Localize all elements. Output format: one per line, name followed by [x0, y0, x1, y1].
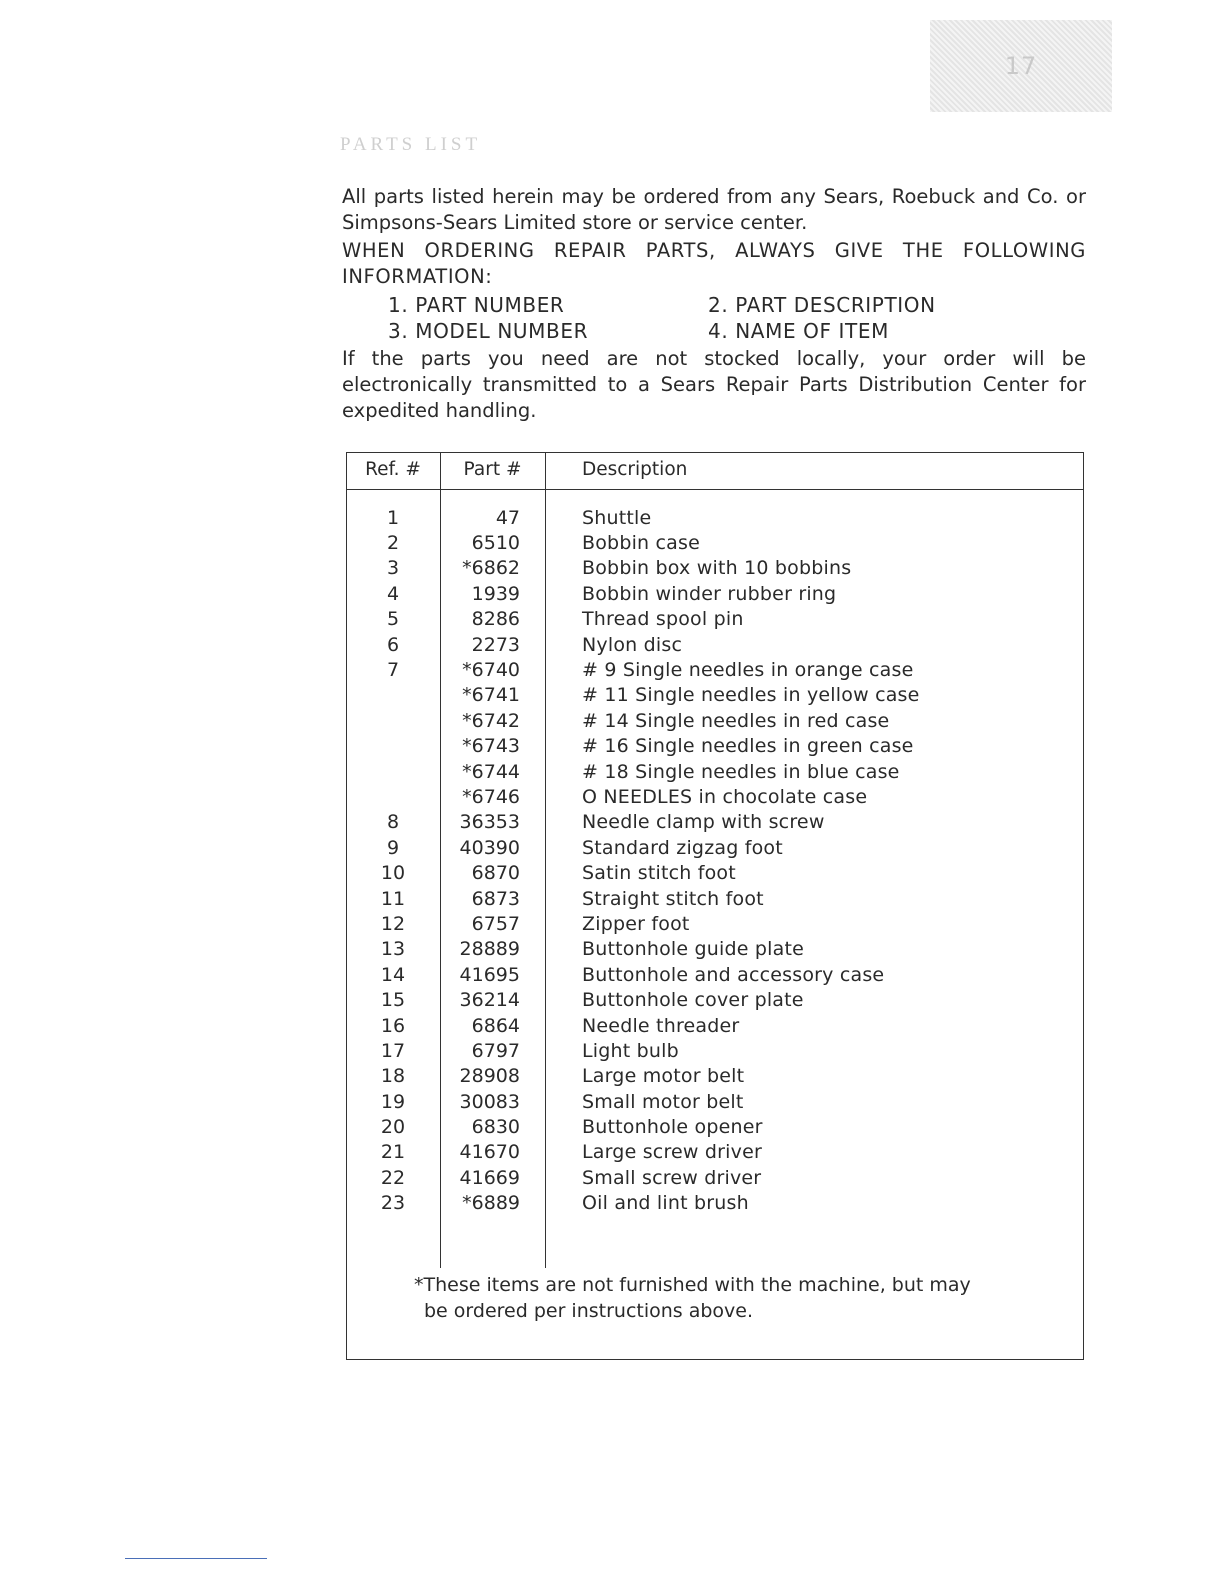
table-row	[346, 632, 1084, 657]
info-items-list	[388, 292, 1028, 344]
part-number-cell: 47	[495, 506, 520, 529]
description-cell: Buttonhole cover plate	[582, 989, 804, 1012]
description-cell: # 9 Single needles in orange case	[582, 659, 914, 682]
part-number-cell: 6510	[471, 532, 520, 555]
ref-cell: 18	[380, 1065, 406, 1088]
description-cell: Standard zigzag foot	[582, 836, 783, 859]
ref-cell: 12	[380, 912, 406, 935]
stock-note: If the parts you need are not stocked locally, your order will be electronically transmitted to a Sears Repair Parts Distribution Center for expedited handling.	[342, 347, 1086, 422]
ref-cell: 6	[386, 633, 400, 656]
part-number-cell: *6741	[462, 684, 520, 707]
description-cell: Nylon disc	[582, 633, 683, 656]
table-row	[346, 1089, 1084, 1114]
table-row	[346, 1114, 1084, 1139]
part-number-cell: *6740	[462, 659, 520, 682]
description-cell: # 16 Single needles in green case	[582, 735, 914, 758]
ref-cell: 20	[380, 1116, 406, 1139]
ref-cell: 17	[380, 1039, 406, 1062]
table-row	[346, 556, 1084, 581]
part-number-cell: *6862	[462, 557, 520, 580]
description-cell: Needle threader	[582, 1014, 740, 1037]
table-row	[346, 759, 1084, 784]
description-cell: Zipper foot	[582, 912, 690, 935]
table-header-rule	[346, 489, 1084, 490]
footnote-line: *These items are not furnished with the machine, but may	[414, 1274, 971, 1296]
part-number-cell: 36214	[459, 989, 520, 1012]
part-number-cell: 41695	[459, 963, 520, 986]
info-item: 3. MODEL NUMBER	[388, 319, 589, 343]
table-row	[346, 911, 1084, 936]
ref-cell: 10	[380, 862, 406, 885]
description-cell: Buttonhole opener	[582, 1116, 763, 1139]
part-number-cell: 36353	[459, 811, 520, 834]
description-cell: Light bulb	[582, 1039, 679, 1062]
ref-cell: 3	[386, 557, 400, 580]
ref-cell: 4	[386, 582, 400, 605]
table-row	[346, 1038, 1084, 1063]
description-cell: Needle clamp with screw	[582, 811, 825, 834]
info-item: 4. NAME OF ITEM	[708, 319, 889, 343]
table-row	[346, 530, 1084, 555]
part-number-cell: 8286	[471, 608, 520, 631]
part-number-cell: 6797	[471, 1039, 520, 1062]
ref-cell: 16	[380, 1014, 406, 1037]
table-row	[346, 784, 1084, 809]
description-cell: # 14 Single needles in red case	[582, 709, 890, 732]
table-row	[346, 1191, 1084, 1216]
part-number-cell: 6757	[471, 912, 520, 935]
ref-cell: 8	[386, 811, 400, 834]
description-cell: Straight stitch foot	[582, 887, 764, 910]
footnote-line: be ordered per instructions above.	[424, 1300, 754, 1322]
table-row	[346, 860, 1084, 885]
table-row	[346, 708, 1084, 733]
part-number-cell: 28908	[459, 1065, 520, 1088]
description-cell: O NEEDLES in chocolate case	[582, 785, 868, 808]
table-row	[346, 581, 1084, 606]
table-row	[346, 505, 1084, 530]
description-cell: Large screw driver	[582, 1141, 762, 1164]
ref-cell: 15	[380, 989, 406, 1012]
part-number-cell: 6870	[471, 862, 520, 885]
description-cell: Large motor belt	[582, 1065, 745, 1088]
part-number-cell: 28889	[459, 938, 520, 961]
page-number: 17	[930, 20, 1112, 112]
intro-paragraph: All parts listed herein may be ordered from any Sears, Roebuck and Co. or Simpsons-Sears Limited store or service center.	[342, 185, 1086, 234]
ref-cell: 21	[380, 1141, 406, 1164]
page-edge-rule	[125, 1558, 267, 1559]
description-cell: # 11 Single needles in yellow case	[582, 684, 920, 707]
table-row	[346, 886, 1084, 911]
part-number-cell: 41669	[459, 1166, 520, 1189]
table-row	[346, 734, 1084, 759]
table-row	[346, 1140, 1084, 1165]
description-cell: Small motor belt	[582, 1090, 744, 1113]
table-body	[346, 505, 1084, 1216]
table-row	[346, 835, 1084, 860]
part-number-cell: *6889	[462, 1192, 520, 1215]
ref-cell: 7	[386, 659, 400, 682]
table-row	[346, 683, 1084, 708]
description-cell: Shuttle	[582, 506, 652, 529]
info-item: 1. PART NUMBER	[388, 293, 565, 317]
ref-cell: 9	[386, 836, 400, 859]
description-cell: Buttonhole guide plate	[582, 938, 805, 961]
table-row	[346, 1165, 1084, 1190]
ordering-instruction: WHEN ORDERING REPAIR PARTS, ALWAYS GIVE THE FOLLOWING INFORMATION:	[342, 239, 1086, 288]
part-number-cell: 6864	[471, 1014, 520, 1037]
part-number-cell: 2273	[471, 633, 520, 656]
table-row	[346, 810, 1084, 835]
header-description: Description	[582, 459, 688, 480]
ref-cell: 13	[380, 938, 406, 961]
table-row	[346, 1064, 1084, 1089]
part-number-cell: 6873	[471, 887, 520, 910]
description-cell: Small screw driver	[582, 1166, 762, 1189]
description-cell: Bobbin box with 10 bobbins	[582, 557, 852, 580]
description-cell: Oil and lint brush	[582, 1192, 749, 1215]
ref-cell: 1	[386, 506, 400, 529]
description-cell: Thread spool pin	[582, 608, 744, 631]
ref-cell: 23	[380, 1192, 406, 1215]
table-row	[346, 657, 1084, 682]
part-number-cell: 41670	[459, 1141, 520, 1164]
info-item: 2. PART DESCRIPTION	[708, 293, 936, 317]
description-cell: Bobbin winder rubber ring	[582, 582, 837, 605]
description-cell: Satin stitch foot	[582, 862, 736, 885]
part-number-cell: 1939	[471, 582, 520, 605]
ref-cell: 5	[386, 608, 400, 631]
ref-cell: 2	[386, 532, 400, 555]
ref-cell: 22	[380, 1166, 406, 1189]
header-ref: Ref. #	[365, 459, 421, 480]
part-number-cell: 6830	[471, 1116, 520, 1139]
ref-cell: 14	[380, 963, 406, 986]
part-number-cell: *6742	[462, 709, 520, 732]
header-part: Part #	[463, 459, 522, 480]
table-row	[346, 1013, 1084, 1038]
description-cell: Bobbin case	[582, 532, 701, 555]
part-number-cell: *6744	[462, 760, 520, 783]
part-number-cell: 40390	[459, 836, 520, 859]
ref-cell: 11	[380, 887, 406, 910]
table-row	[346, 987, 1084, 1012]
part-number-cell: *6743	[462, 735, 520, 758]
part-number-cell: 30083	[459, 1090, 520, 1113]
table-row	[346, 937, 1084, 962]
footnote	[414, 1272, 1014, 1324]
table-row	[346, 962, 1084, 987]
part-number-cell: *6746	[462, 785, 520, 808]
table-row	[346, 607, 1084, 632]
section-heading: PARTS LIST	[340, 134, 482, 155]
ref-cell: 19	[380, 1090, 406, 1113]
description-cell: # 18 Single needles in blue case	[582, 760, 900, 783]
description-cell: Buttonhole and accessory case	[582, 963, 885, 986]
